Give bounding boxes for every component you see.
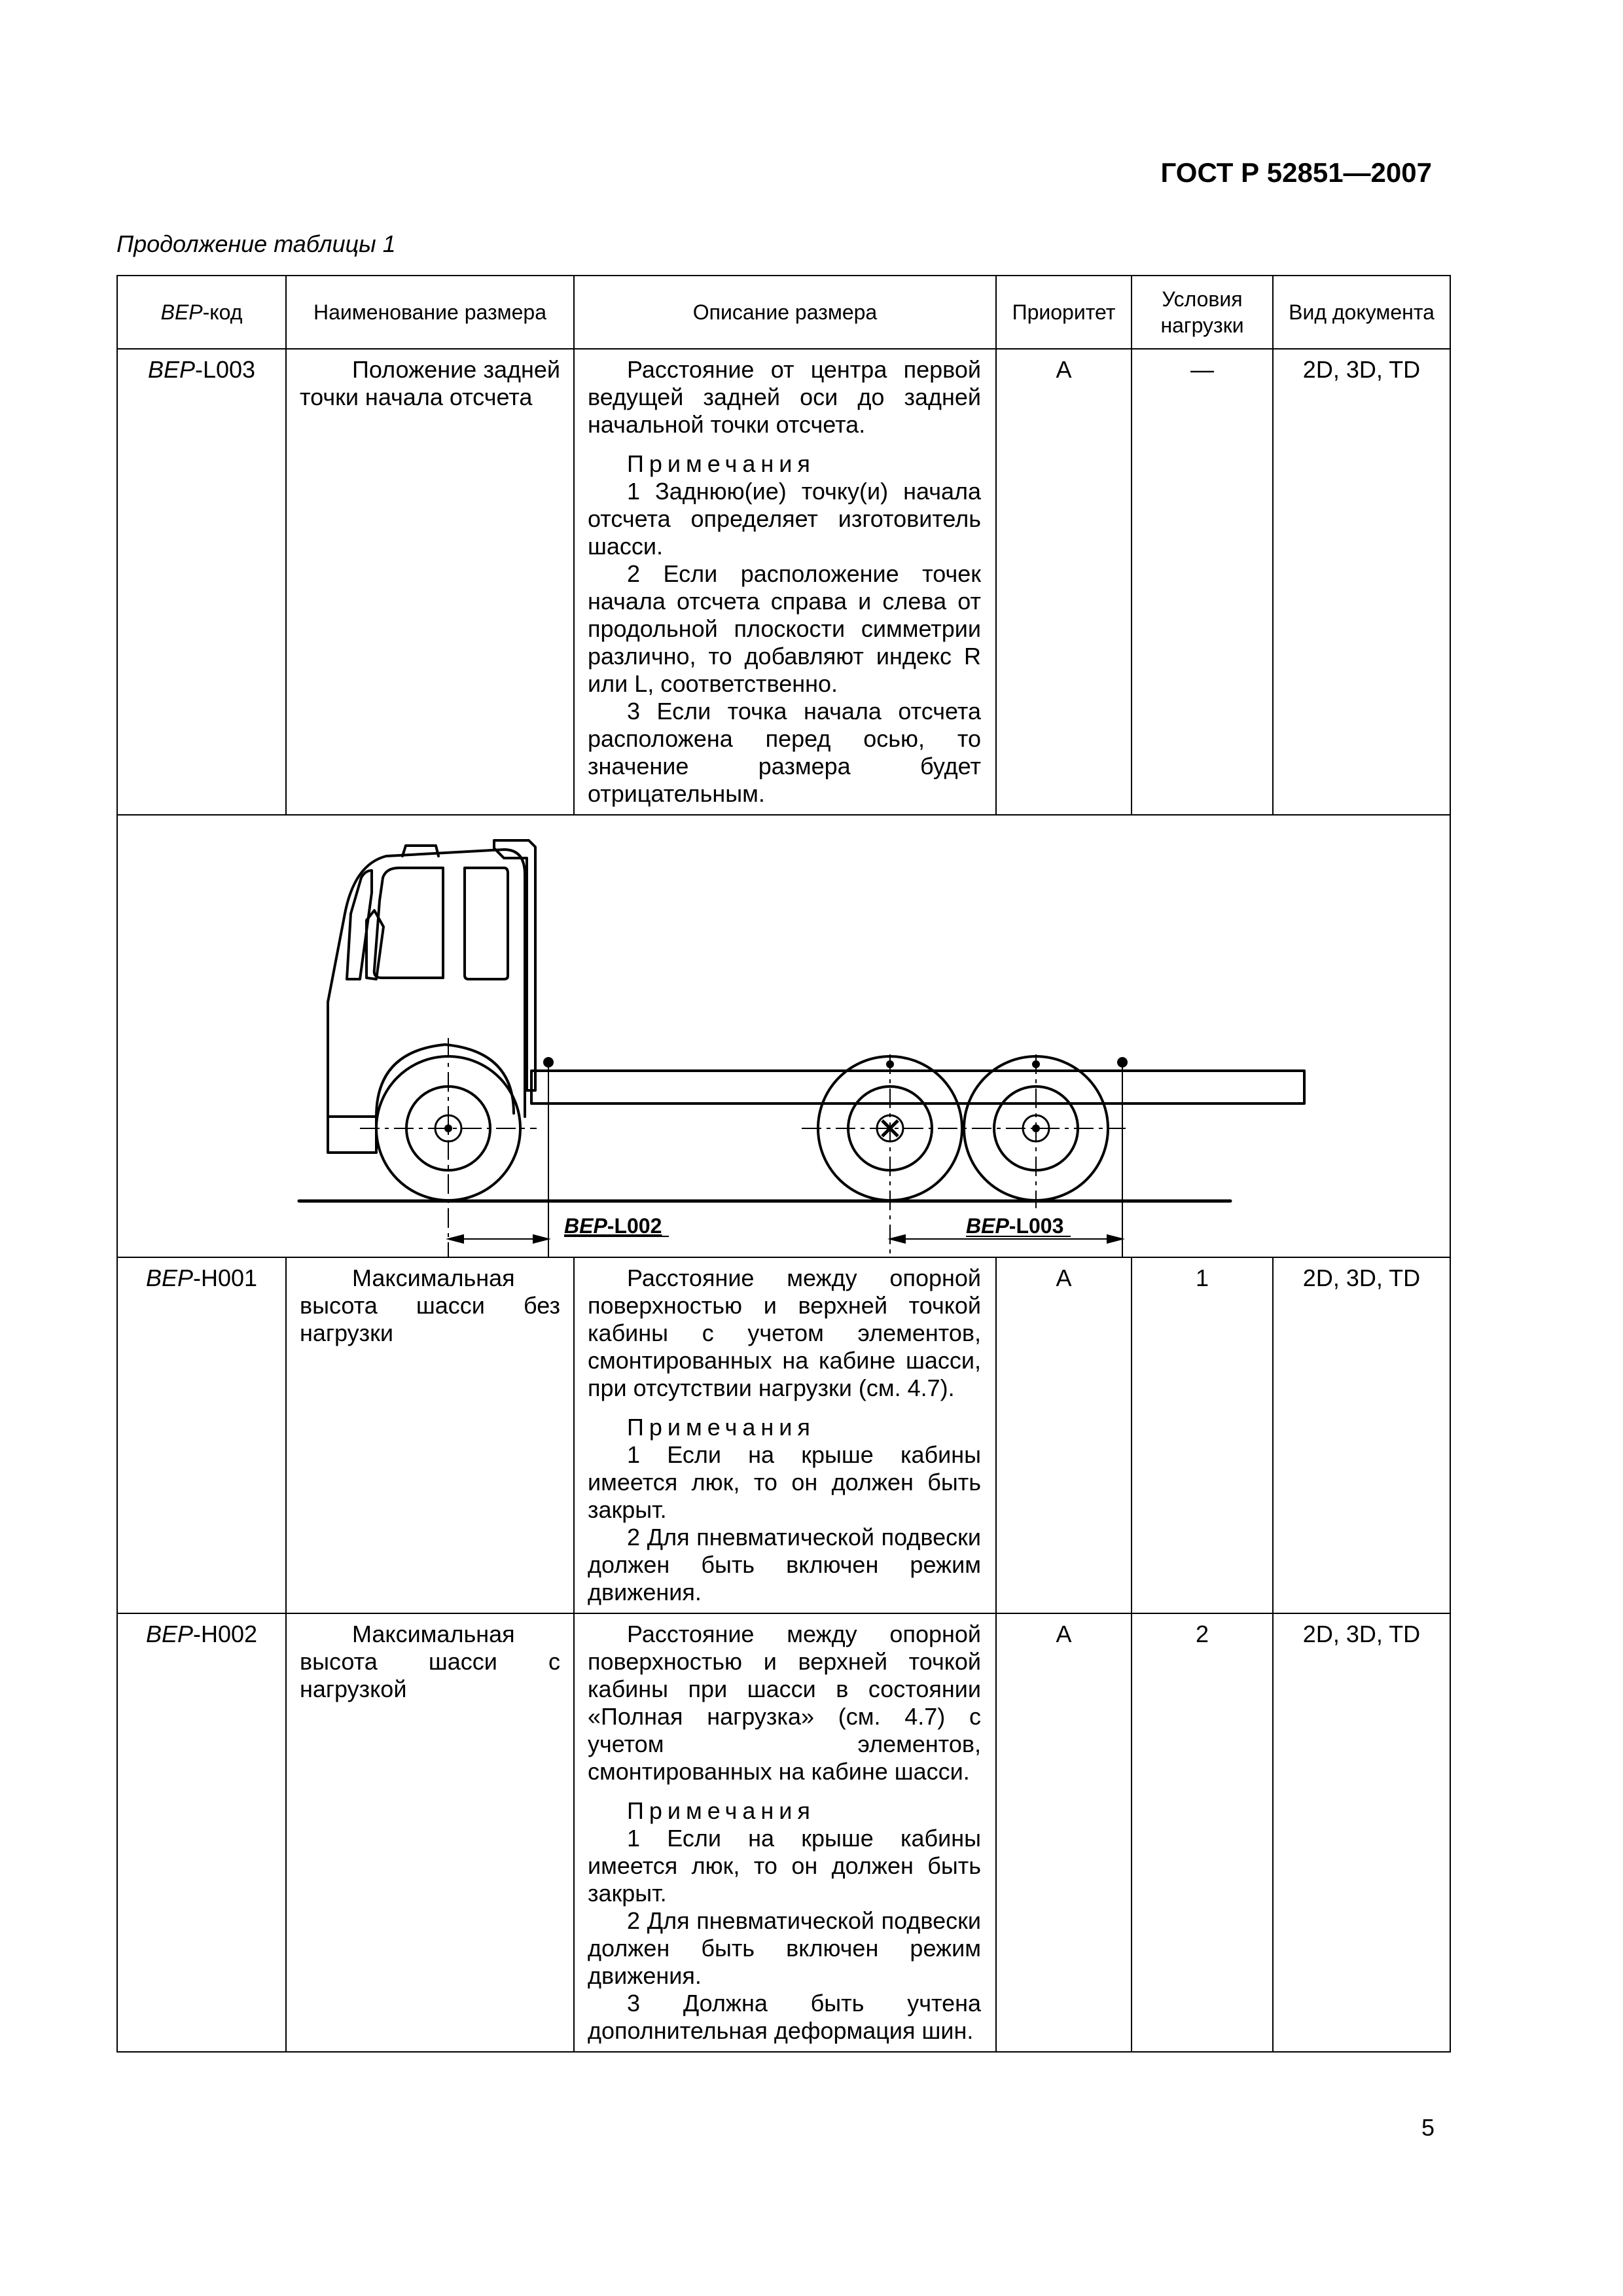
front-wheel-arch bbox=[328, 1045, 514, 1117]
page-number: 5 bbox=[1421, 2114, 1435, 2141]
table-header-row bbox=[117, 276, 1450, 349]
row-description bbox=[574, 1613, 996, 2052]
figure-cell bbox=[117, 815, 1450, 1257]
row-code: ВЕР-H002 bbox=[117, 1613, 286, 2052]
table-row bbox=[117, 349, 1450, 815]
row-doc: 2D, 3D, TD bbox=[1273, 1257, 1450, 1613]
side-window-rear bbox=[465, 868, 508, 979]
row-name: Максимальная высота шасси с нагрузкой bbox=[286, 1613, 574, 2052]
dim-label-l002: ВЕР-L002 bbox=[564, 1214, 662, 1238]
row-load: 1 bbox=[1132, 1257, 1273, 1613]
row-priority: A bbox=[996, 349, 1132, 815]
row-description bbox=[574, 1257, 996, 1613]
note-item: 1 Если на крыше кабины имеется люк, то он должен быть закрыт. bbox=[588, 1441, 981, 1523]
notes-title: Примечания bbox=[627, 1797, 815, 1824]
header-priority: Приоритет bbox=[996, 276, 1132, 349]
row-name: Положение задней точки начала отсчета bbox=[286, 349, 574, 815]
dimensions-table bbox=[116, 275, 1451, 2053]
row-code: ВЕР-L003 bbox=[117, 349, 286, 815]
row-name: Максимальная высота шасси без нагрузки bbox=[286, 1257, 574, 1613]
note-item: 2 Если расположение точек начала отсчета справа и слева от продольной плоскости симметрии различно, то добавляют индекс R или L, соответственно. bbox=[588, 560, 981, 697]
note-item: 2 Для пневматической подвески должен быть включен режим движения. bbox=[588, 1907, 981, 1989]
figure-row bbox=[117, 815, 1450, 1257]
description-text: Расстояние между опорной поверхностью и верхней точкой кабины при шасси в состоянии «Полная нагрузка» (см. 4.7) с учетом элементов, смонтированных на кабине шасси. bbox=[588, 1621, 981, 1785]
header-name: Наименование размера bbox=[286, 276, 574, 349]
notes-title: Примечания bbox=[627, 1414, 815, 1441]
row-load: 2 bbox=[1132, 1613, 1273, 2052]
standard-number: ГОСТ Р 52851—2007 bbox=[1160, 157, 1432, 188]
side-window-front bbox=[374, 868, 443, 978]
note-item: 1 Если на крыше кабины имеется люк, то он должен быть закрыт. bbox=[588, 1825, 981, 1907]
truck-chassis-figure bbox=[118, 816, 1448, 1257]
row-doc: 2D, 3D, TD bbox=[1273, 1613, 1450, 2052]
windshield bbox=[347, 870, 372, 979]
exhaust-stack bbox=[494, 840, 535, 1090]
table-continuation-caption: Продолжение таблицы 1 bbox=[116, 230, 396, 257]
description-text: Расстояние от центра первой ведущей задней оси до задней начальной точки отсчета. bbox=[588, 356, 981, 438]
row-code: ВЕР-H001 bbox=[117, 1257, 286, 1613]
note-item: 3 Если точка начала отсчета расположена перед осью, то значение размера будет отрицательным. bbox=[588, 698, 981, 807]
row-load: — bbox=[1132, 349, 1273, 815]
dim-label-l003: ВЕР-L003 bbox=[966, 1214, 1064, 1238]
header-load: Условия нагрузки bbox=[1132, 276, 1273, 349]
notes-title: Примечания bbox=[627, 450, 815, 477]
header-code: ВЕР-код bbox=[117, 276, 286, 349]
row-priority: A bbox=[996, 1257, 1132, 1613]
table-row bbox=[117, 1613, 1450, 2052]
description-text: Расстояние между опорной поверхностью и верхней точкой кабины с учетом элементов, смонтированных на кабине шасси, при отсутствии нагрузки (см. 4.7). bbox=[588, 1265, 981, 1401]
header-doc: Вид документа bbox=[1273, 276, 1450, 349]
row-priority: A bbox=[996, 1613, 1132, 2052]
bumper bbox=[328, 1117, 376, 1153]
note-item: 3 Должна быть учтена дополнительная деформация шин. bbox=[588, 1990, 981, 2044]
row-description bbox=[574, 349, 996, 815]
header-description: Описание размера bbox=[574, 276, 996, 349]
row-doc: 2D, 3D, TD bbox=[1273, 349, 1450, 815]
table-row bbox=[117, 1257, 1450, 1613]
note-item: 1 Заднюю(ие) точку(и) начала отсчета определяет изготовитель шасси. bbox=[588, 478, 981, 560]
note-item: 2 Для пневматической подвески должен быть включен режим движения. bbox=[588, 1524, 981, 1605]
